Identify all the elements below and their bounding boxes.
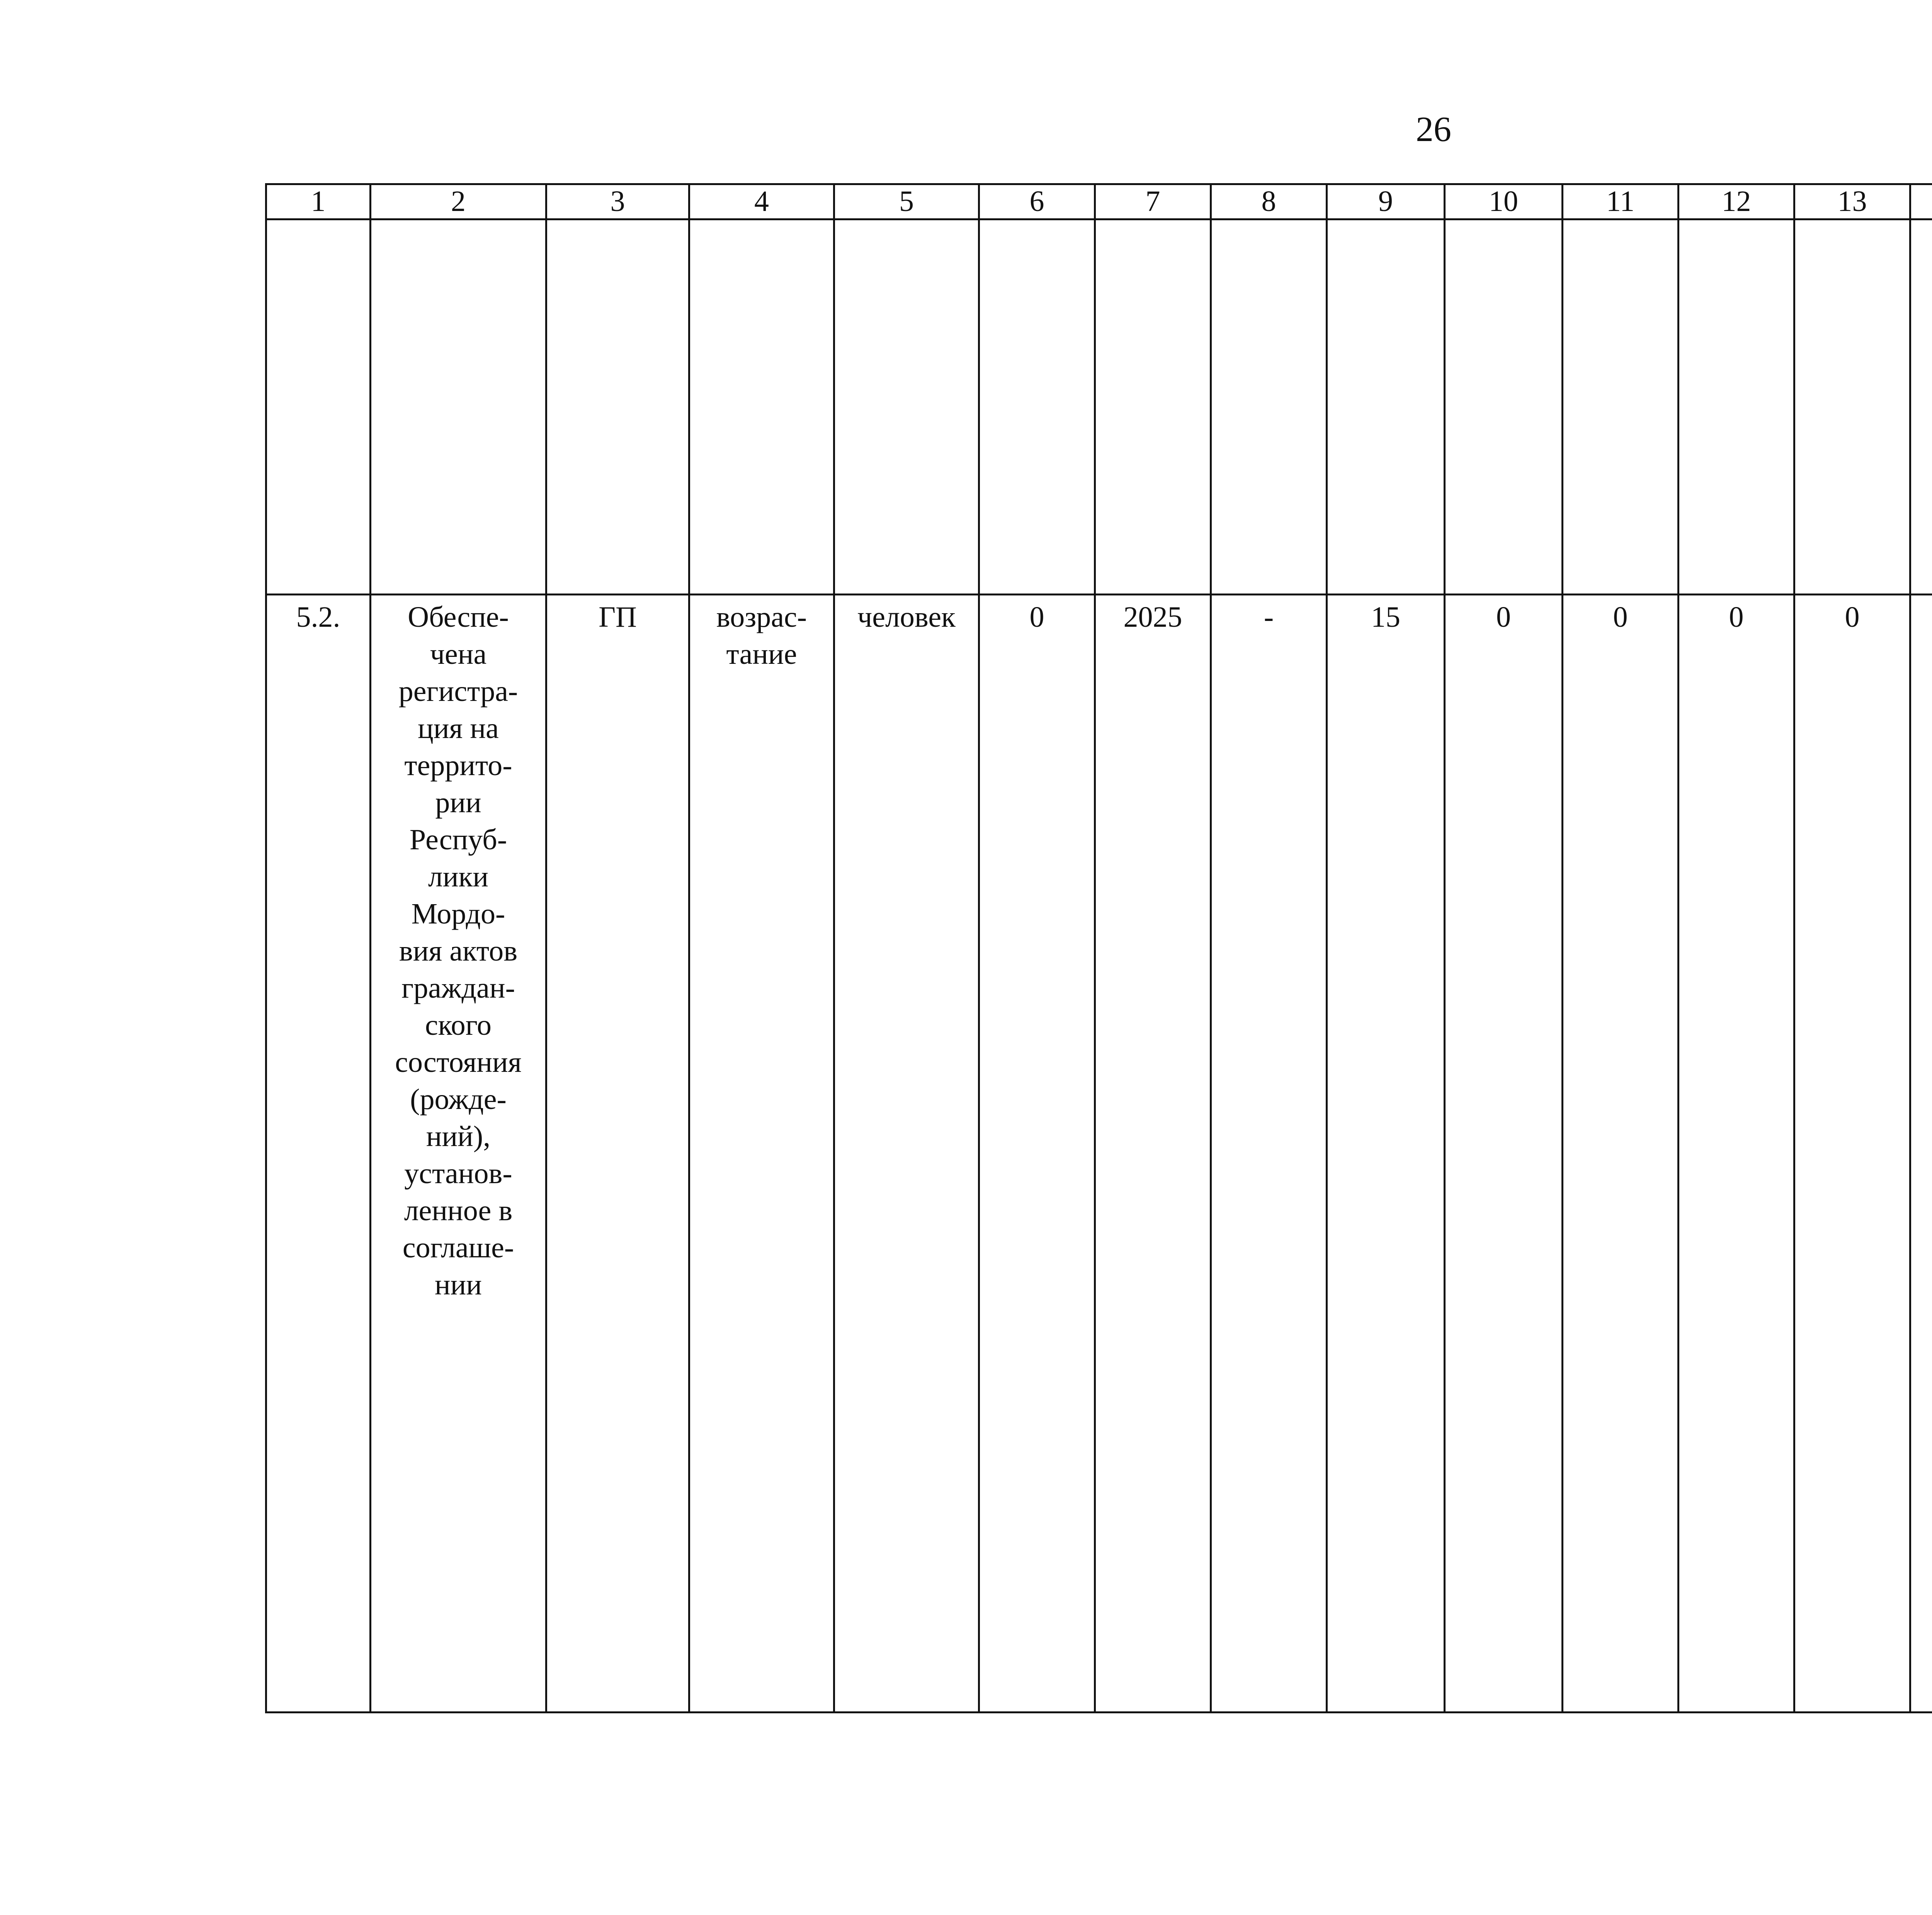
column-header-3: 3 (546, 184, 689, 219)
column-header-7: 7 (1095, 184, 1211, 219)
base-value: 0 (979, 595, 1095, 1713)
indicators-table (265, 183, 1932, 1713)
cont-cell-4 (689, 219, 834, 595)
row-number: 5.2. (266, 595, 371, 1713)
value-col-10: 0 (1445, 595, 1563, 1713)
column-header-14 (1910, 184, 1932, 219)
cont-cell-7 (1095, 219, 1211, 595)
base-year: 2025 (1095, 595, 1211, 1713)
unit: человек (834, 595, 979, 1713)
column-header-13: 13 (1794, 184, 1910, 219)
value-col-11: 0 (1563, 595, 1679, 1713)
cont-cell-10 (1445, 219, 1563, 595)
cont-cell-8 (1211, 219, 1327, 595)
value-col-13: 0 (1794, 595, 1910, 1713)
value-col-9: 15 (1327, 595, 1445, 1713)
value-col-14 (1910, 595, 1932, 1713)
column-header-10: 10 (1445, 184, 1563, 219)
column-header-9: 9 (1327, 184, 1445, 219)
column-header-6: 6 (979, 184, 1095, 219)
column-header-12: 12 (1679, 184, 1794, 219)
cont-cell-5 (834, 219, 979, 595)
column-header-5: 5 (834, 184, 979, 219)
column-header-1: 1 (266, 184, 371, 219)
result-name: Обеспе- чена регистра- ция на террито- рии Респуб- лики Мордо- вия актов граждан- ского состояния (рожде- ний), установ- ленное в соглаше- нии (371, 595, 546, 1713)
column-header-8: 8 (1211, 184, 1327, 219)
cont-cell-9 (1327, 219, 1445, 595)
continuation-row (266, 219, 1932, 595)
column-header-2: 2 (371, 184, 546, 219)
cont-cell-11 (1563, 219, 1679, 595)
cont-cell-13 (1794, 219, 1910, 595)
column-header-4: 4 (689, 184, 834, 219)
trend: возрас- тание (689, 595, 834, 1713)
column-number-header-row (266, 184, 1932, 219)
table-row-5-2 (266, 595, 1932, 1713)
page-number: 26 (1416, 109, 1451, 149)
value-col-8: - (1211, 595, 1327, 1713)
cont-cell-3 (546, 219, 689, 595)
cont-cell-12 (1679, 219, 1794, 595)
cont-cell-6 (979, 219, 1095, 595)
column-header-11: 11 (1563, 184, 1679, 219)
cont-cell-1 (266, 219, 371, 595)
level: ГП (546, 595, 689, 1713)
value-col-12: 0 (1679, 595, 1794, 1713)
cont-cell-14 (1910, 219, 1932, 595)
cont-cell-2 (371, 219, 546, 595)
